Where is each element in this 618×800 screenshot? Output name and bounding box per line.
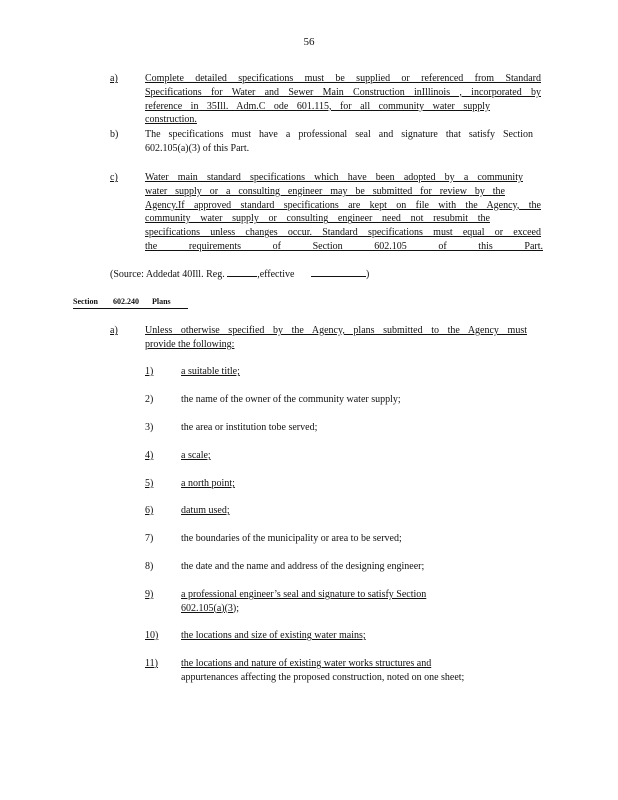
clause-a-line: reference in 35Ill. Adm.C ode 601.115, for all community water supply [145, 100, 490, 112]
clause-c-label: c) [110, 172, 118, 183]
section-heading-underline [73, 308, 188, 309]
clause-b-label: b) [110, 129, 119, 140]
page-number: 56 [303, 36, 315, 48]
list-item: the boundaries of the municipality or area to be served; [181, 533, 402, 544]
list-item: the name of the owner of the community water supply; [181, 394, 401, 405]
list-item: a suitable title; [181, 366, 240, 377]
clause-a-text [145, 72, 541, 127]
item-number: 7) [145, 533, 154, 544]
clause-b-line: The specifications must have a professional seal and signature that satisfy Section [145, 129, 533, 140]
clause-c-line: community water supply or consulting engineer need not resubmit the [145, 213, 490, 225]
list-item: a scale; [181, 450, 211, 461]
list-item: datum used; [181, 505, 230, 516]
list-item: the locations and size of existing water mains; [181, 630, 366, 641]
item-number: 3) [145, 422, 154, 433]
item-number: 2) [145, 394, 154, 405]
source-note [110, 267, 410, 282]
source-note-suffix: ) [366, 269, 370, 280]
item-number: 8) [145, 561, 154, 572]
clause-c-text [145, 171, 541, 254]
plans-clause-a-label: a) [110, 325, 118, 336]
list-item: the date and the name and address of the designing engineer; [181, 561, 425, 572]
list-item-line: 602.105(a)(3); [181, 602, 240, 614]
section-number: 602.240 [113, 297, 139, 306]
section-title: Plans [152, 297, 171, 306]
clause-c-line: water supply or a consulting engineer may be submitted for review by the [145, 185, 505, 197]
clause-b-line: 602.105(a)(3) of this Part. [145, 142, 250, 154]
source-note-prefix: (Source: Addedat 40Ill. Reg. [110, 269, 225, 280]
plans-intro-line: provide the following: [145, 338, 235, 350]
item-number: 5) [145, 478, 154, 489]
item-number: 1) [145, 366, 154, 377]
item-number: 11) [145, 658, 158, 669]
clause-a-line: Specifications for Water and Sewer Main Construction inIllinois , incorporated by [145, 86, 541, 98]
source-note-middle: ,effective [257, 269, 295, 280]
clause-c-line: specifications unless changes occur. Standard specifications must equal or exceed [145, 227, 541, 239]
list-item-line: appurtenances affecting the proposed construction, noted on one sheet; [181, 671, 465, 683]
list-item-line: the locations and nature of existing water works structures and [181, 658, 432, 669]
clause-c-line: Agency.If approved standard specifications are kept on file with the Agency, the [145, 199, 541, 211]
clause-b-text [145, 128, 533, 156]
item-number: 6) [145, 505, 154, 516]
list-item: the area or institution tobe served; [181, 422, 318, 433]
list-item [181, 657, 541, 684]
clause-c-line: Water main standard specifications which have been adopted by a community [145, 172, 523, 183]
list-item-line: a professional engineer’s seal and signature to satisfy Section [181, 589, 427, 600]
plans-clause-a-text [145, 324, 527, 352]
item-number: 9) [145, 589, 154, 600]
clause-a-line: Complete detailed specifications must be supplied or referenced from Standard [145, 73, 541, 84]
plans-intro-line: Unless otherwise specified by the Agency, plans submitted to the Agency must [145, 325, 527, 336]
section-word: Section [73, 297, 98, 306]
clause-a-line: construction. [145, 114, 197, 126]
clause-c-line: the requirements of Section 602.105 of this Part. [145, 240, 543, 252]
source-note-blank [227, 267, 257, 277]
item-number: 10) [145, 630, 159, 641]
list-item [181, 588, 481, 615]
item-number: 4) [145, 450, 154, 461]
clause-a-label: a) [110, 73, 118, 84]
source-note-blank [311, 267, 366, 277]
list-item: a north point; [181, 478, 235, 489]
